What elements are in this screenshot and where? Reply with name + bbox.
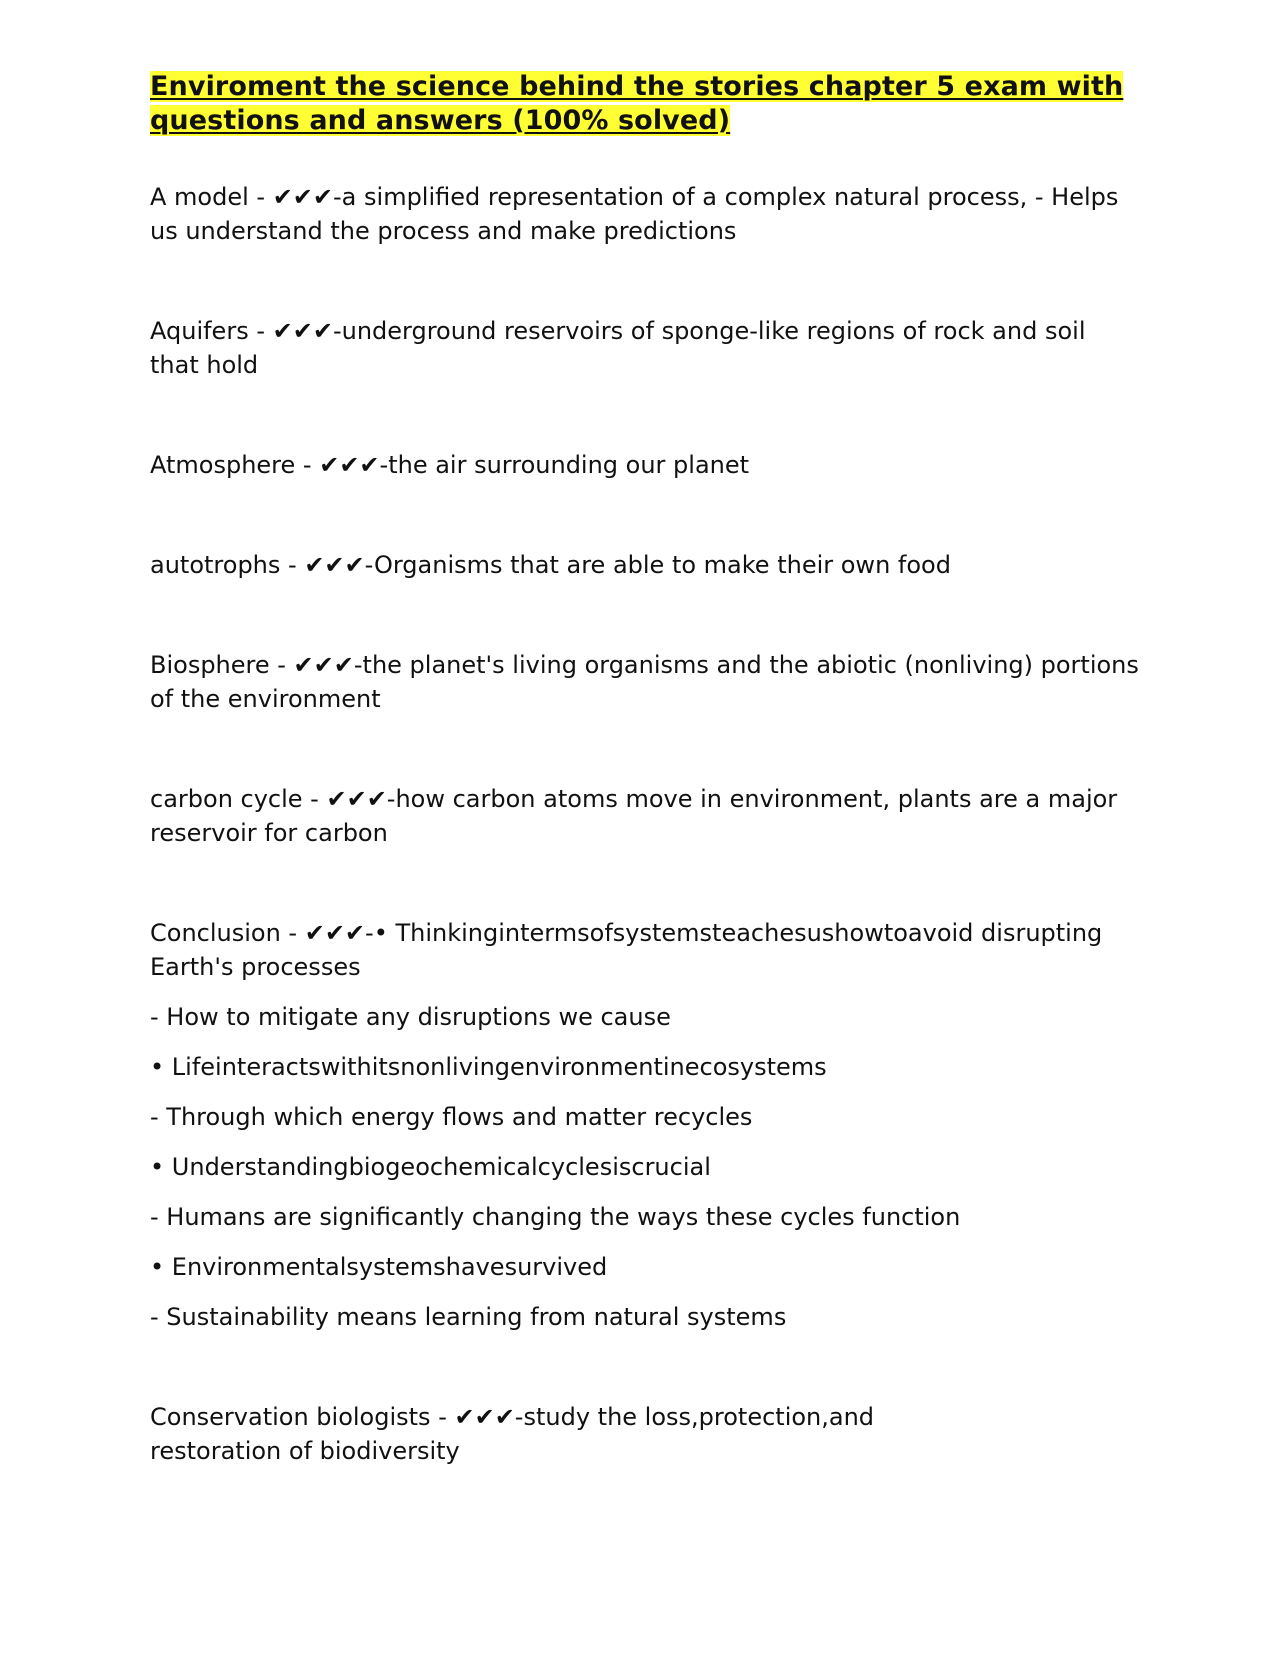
conclusion-line: • Lifeinteractswithitsnonlivingenvironmentinecosystems xyxy=(150,1053,827,1081)
term-entry-conservation-biologists xyxy=(150,1400,1140,1468)
conclusion-line: - Humans are significantly changing the ways these cycles function xyxy=(150,1203,961,1231)
term-entry-atmosphere: Atmosphere - ✔✔✔-the air surrounding our planet xyxy=(150,451,750,479)
conclusion-line: - How to mitigate any disruptions we cause xyxy=(150,1003,671,1031)
term-entry-conclusion: Conclusion - ✔✔✔-• Thinkingintermsofsystemsteachesushowtoavoid disrupting Earth's processes xyxy=(150,919,1103,981)
term-entry-model: A model - ✔✔✔-a simplified representation of a complex natural process, - Helps us understand the process and make predictions xyxy=(150,183,1119,245)
conclusion-line: • Understandingbiogeochemicalcyclesiscrucial xyxy=(150,1153,711,1181)
term-entry-aquifers: Aquifers - ✔✔✔-underground reservoirs of sponge-like regions of rock and soil that hold xyxy=(150,317,1086,379)
conclusion-line: - Sustainability means learning from natural systems xyxy=(150,1303,787,1331)
document-page xyxy=(150,70,1140,1468)
conclusion-line: • Environmentalsystemshavesurvived xyxy=(150,1253,608,1281)
entry-line: Conservation biologists - ✔✔✔-study the loss,protection,and xyxy=(150,1403,875,1431)
conclusion-line: - Through which energy flows and matter recycles xyxy=(150,1103,753,1131)
term-entry-carbon-cycle: carbon cycle - ✔✔✔-how carbon atoms move in environment, plants are a major reservoir for carbon xyxy=(150,785,1118,847)
term-entry-biosphere: Biosphere - ✔✔✔-the planet's living organisms and the abiotic (nonliving) portions of the environment xyxy=(150,651,1139,713)
term-entry-autotrophs: autotrophs - ✔✔✔-Organisms that are able to make their own food xyxy=(150,551,951,579)
document-title: Enviroment the science behind the stories chapter 5 exam with questions and answers (100% solved) xyxy=(150,71,1124,136)
entry-line: restoration of biodiversity xyxy=(150,1437,460,1465)
